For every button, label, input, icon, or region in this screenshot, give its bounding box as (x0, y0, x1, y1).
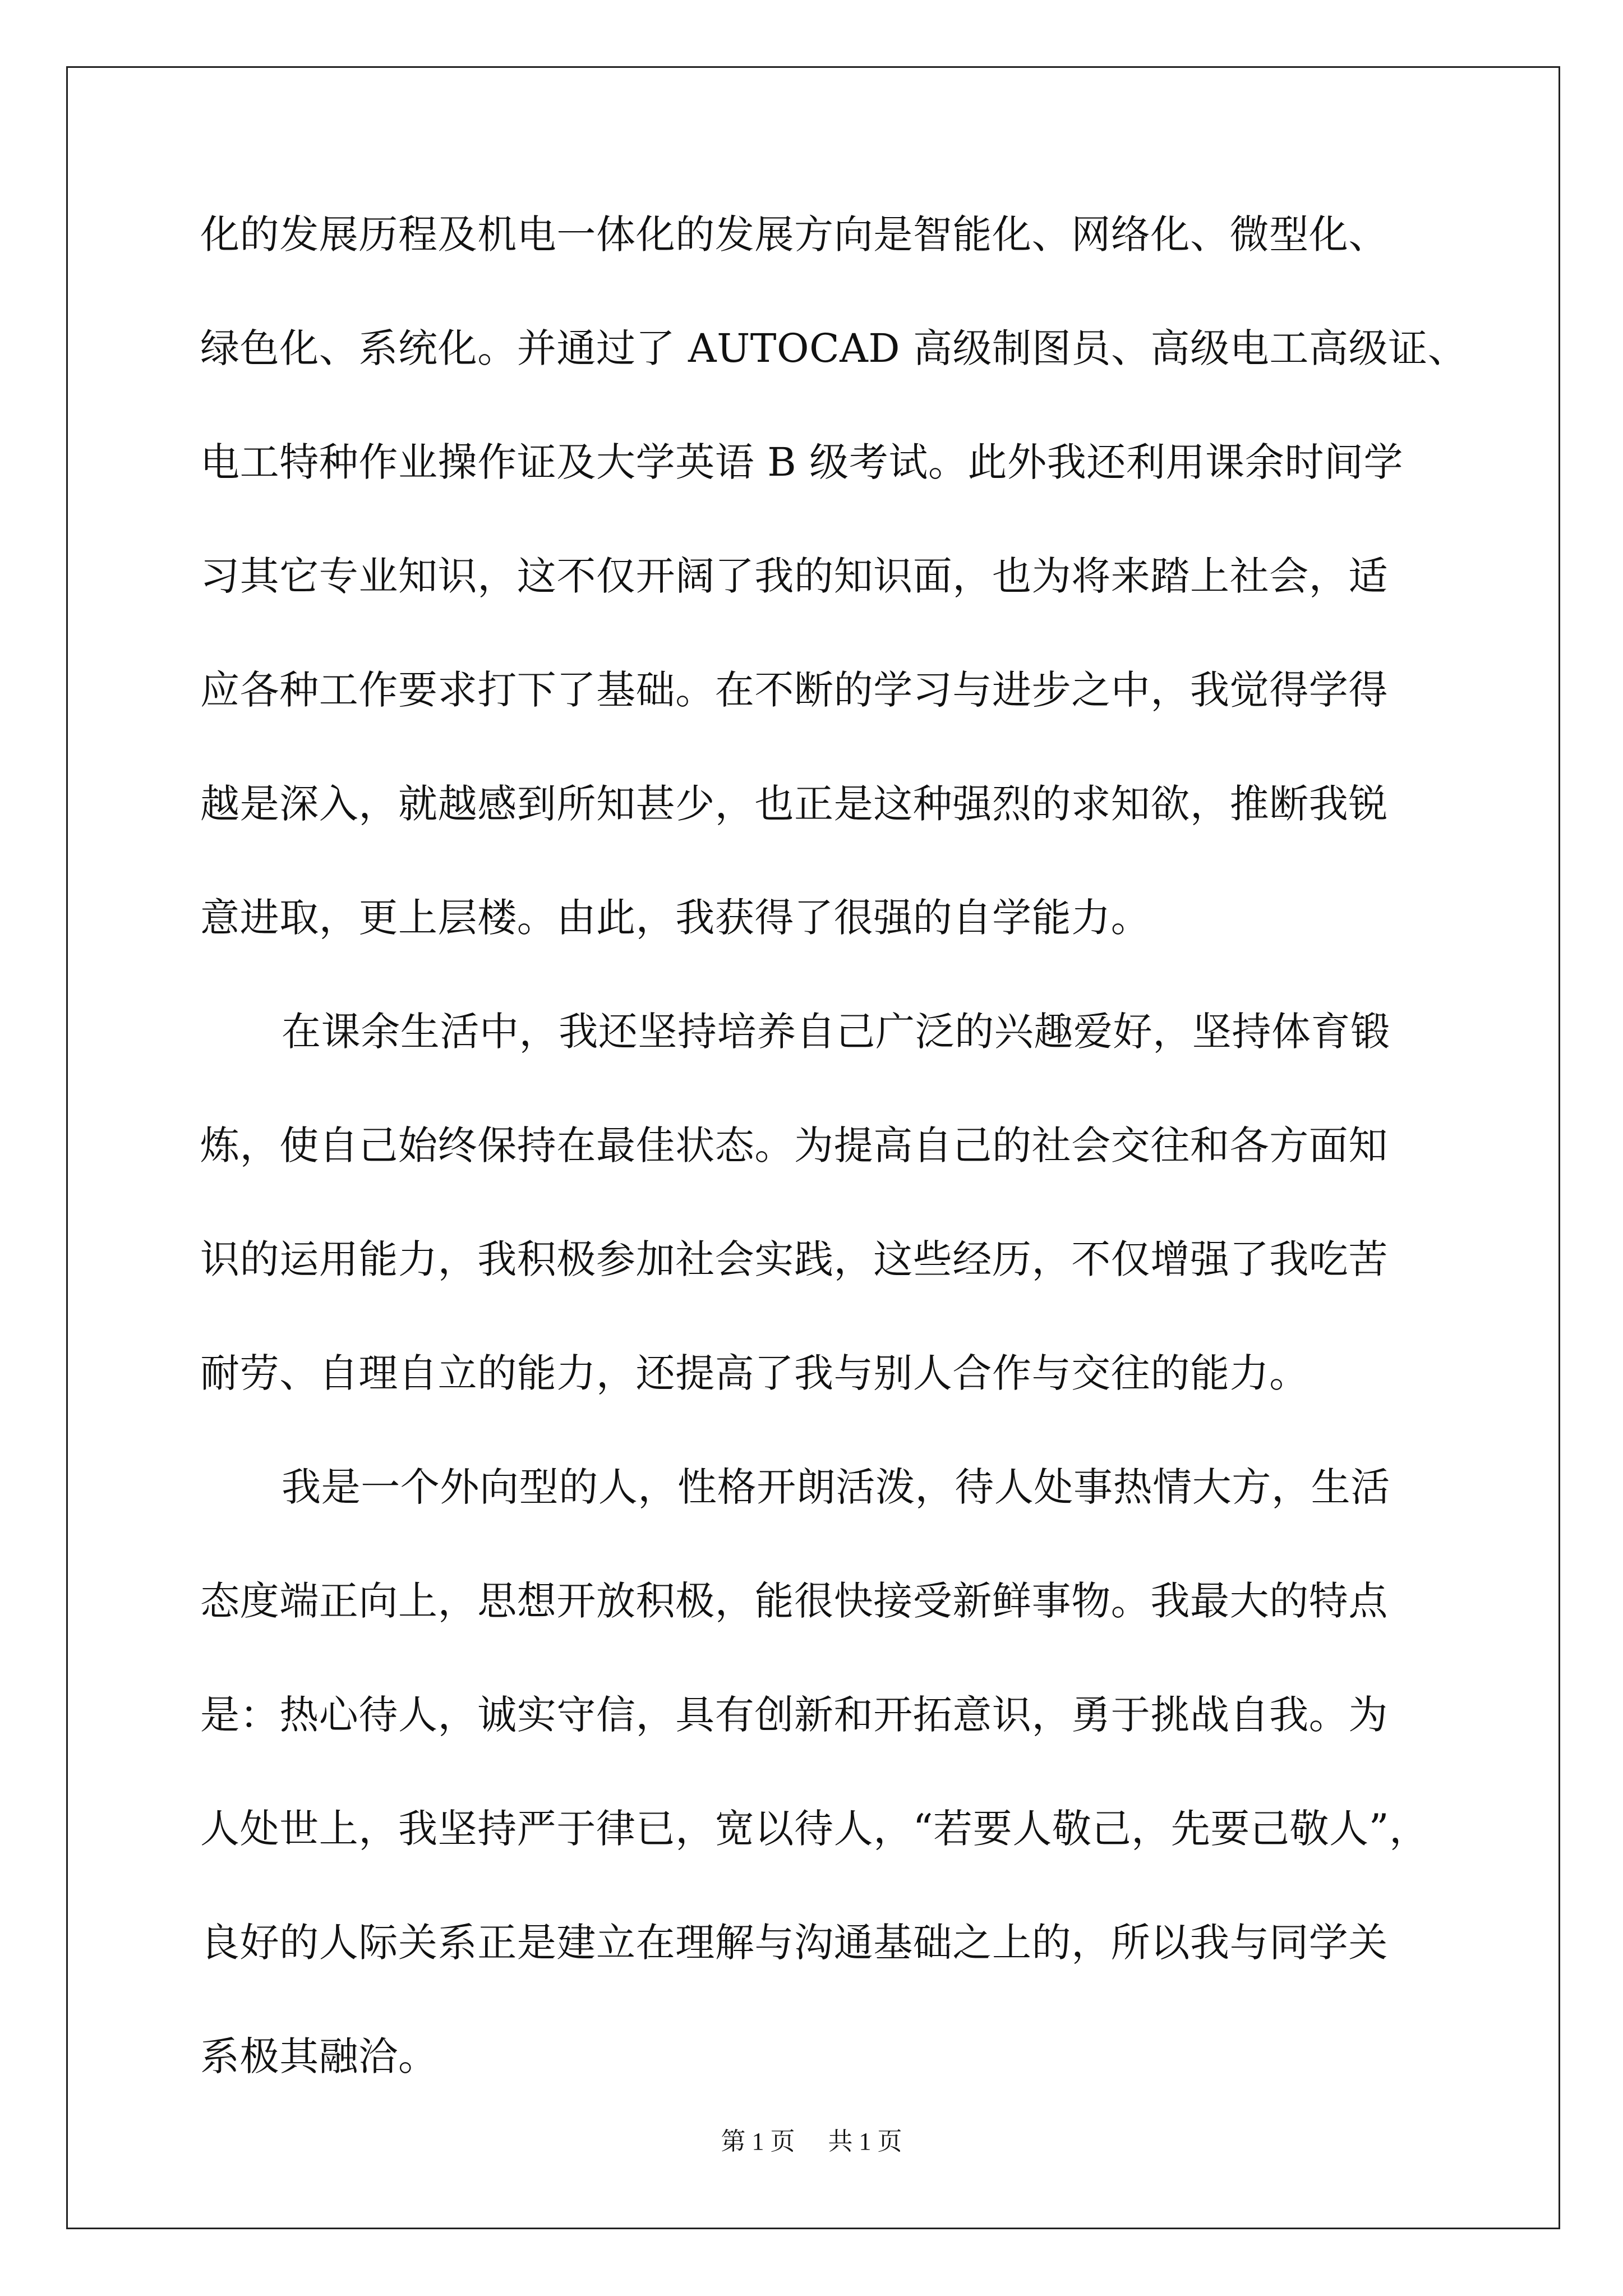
text-line: 化的发展历程及机电一体化的发展方向是智能化、网络化、微型化、 (200, 211, 1388, 257)
text-line: 越是深入，就越感到所知甚少，也正是这种强烈的求知欲，推断我锐 (200, 781, 1388, 827)
document-body (200, 205, 1468, 2141)
text-line: 意进取，更上层楼。由此，我获得了很强的自学能力。 (200, 895, 1151, 941)
text-line: 人处世上，我坚持严于律已，宽以待人，“若要人敬己，先要己敬人”， (200, 1806, 1429, 1852)
text-line: 良好的人际关系正是建立在理解与沟通基础之上的，所以我与同学关 (200, 1920, 1388, 1966)
text-line: 系极其融洽。 (200, 2033, 438, 2079)
text-line: 耐劳、自理自立的能力，还提高了我与别人合作与交往的能力。 (200, 1350, 1309, 1396)
text-line: 应各种工作要求打下了基础。在不断的学习与进步之中，我觉得学得 (200, 667, 1388, 713)
text-line: 识的运用能力，我积极参加社会实践，这些经历，不仅增强了我吃苦 (200, 1236, 1388, 1282)
text-line: 绿色化、系统化。并通过了 AUTOCAD 高级制图员、高级电工高级证、 (200, 325, 1468, 371)
text-line: 习其它专业知识，这不仅开阔了我的知识面，也为将来踏上社会，适 (200, 553, 1388, 599)
text-line: 电工特种作业操作证及大学英语 B 级考试。此外我还利用课余时间学 (200, 439, 1404, 485)
page-footer (0, 2125, 1623, 2159)
page-total: 共 1 页 (828, 2128, 902, 2155)
page-number: 第 1 页 (721, 2128, 795, 2155)
text-line: 炼，使自己始终保持在最佳状态。为提高自己的社会交往和各方面知 (200, 1122, 1388, 1168)
paragraph-first-line: 在课余生活中，我还坚持培养自己广泛的兴趣爱好，坚持体育锻 (282, 1009, 1390, 1055)
paragraph-first-line: 我是一个外向型的人，性格开朗活泼，待人处事热情大方，生活 (282, 1464, 1390, 1510)
text-line: 是：热心待人，诚实守信，具有创新和开拓意识，勇于挑战自我。为 (200, 1692, 1388, 1738)
text-line: 态度端正向上，思想开放积极，能很快接受新鲜事物。我最大的特点 (200, 1578, 1388, 1624)
